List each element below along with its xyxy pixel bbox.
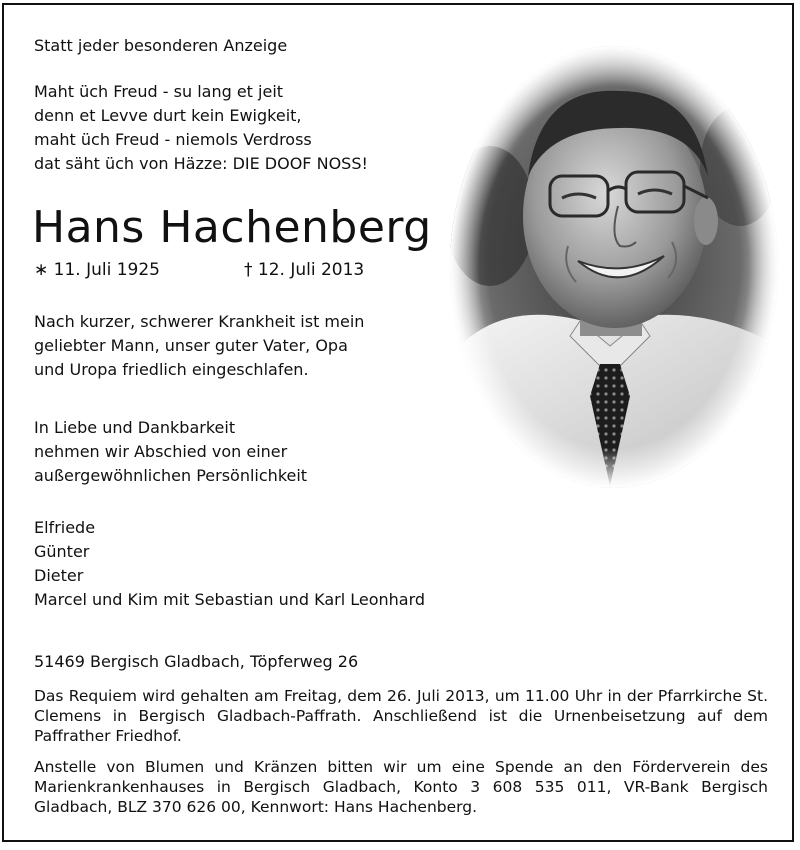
poem-line: denn et Levve durt kein Ewigkeit, xyxy=(34,106,302,125)
farewell-line: außergewöhnlichen Persönlichkeit xyxy=(34,466,308,485)
farewell xyxy=(34,416,307,488)
family-member: Günter xyxy=(34,542,90,561)
announcement-line: und Uropa friedlich eingeschlafen. xyxy=(34,360,309,379)
life-dates xyxy=(34,256,394,284)
poem xyxy=(34,80,368,176)
deceased-name: Hans Hachenberg xyxy=(32,202,432,253)
announcement xyxy=(34,310,364,382)
donation-request: Anstelle von Blumen und Kränzen bitten wir um eine Spende an den Förderverein des Marienkrankenhauses in Bergisch Gladbach, Konto 3 608 535 011, VR-Bank Bergisch Gladbach, BLZ 370 626 00, Kennwort: Hans Hachenberg. xyxy=(34,758,768,816)
family-member: Elfriede xyxy=(34,518,96,537)
family-member: Dieter xyxy=(34,566,84,585)
poem-line: Maht üch Freud - su lang et jeit xyxy=(34,82,284,101)
requiem-info: Das Requiem wird gehalten am Freitag, dem 26. Juli 2013, um 11.00 Uhr in der Pfarrkirche St. Clemens in Bergisch Gladbach-Paffrath. Anschließend ist die Urnenbeisetzung auf dem Paffrather Friedhof. xyxy=(34,687,768,745)
poem-line: maht üch Freud - niemols Verdross xyxy=(34,130,312,149)
death-date: † 12. Juli 2013 xyxy=(244,260,365,280)
farewell-line: nehmen wir Abschied von einer xyxy=(34,442,288,461)
address: 51469 Bergisch Gladbach, Töpferweg 26 xyxy=(34,652,359,671)
poem-line: dat säht üch von Häzze: DIE DOOF NOSS! xyxy=(34,154,368,173)
portrait-photo xyxy=(450,46,778,488)
birth-date: ∗ 11. Juli 1925 xyxy=(34,260,160,280)
announcement-line: Nach kurzer, schwerer Krankheit ist mein xyxy=(34,312,365,331)
headline: Statt jeder besonderen Anzeige xyxy=(34,36,288,55)
family-list xyxy=(34,516,425,612)
family-member: Marcel und Kim mit Sebastian und Karl Leonhard xyxy=(34,590,426,609)
announcement-line: geliebter Mann, unser guter Vater, Opa xyxy=(34,336,348,355)
farewell-line: In Liebe und Dankbarkeit xyxy=(34,418,236,437)
